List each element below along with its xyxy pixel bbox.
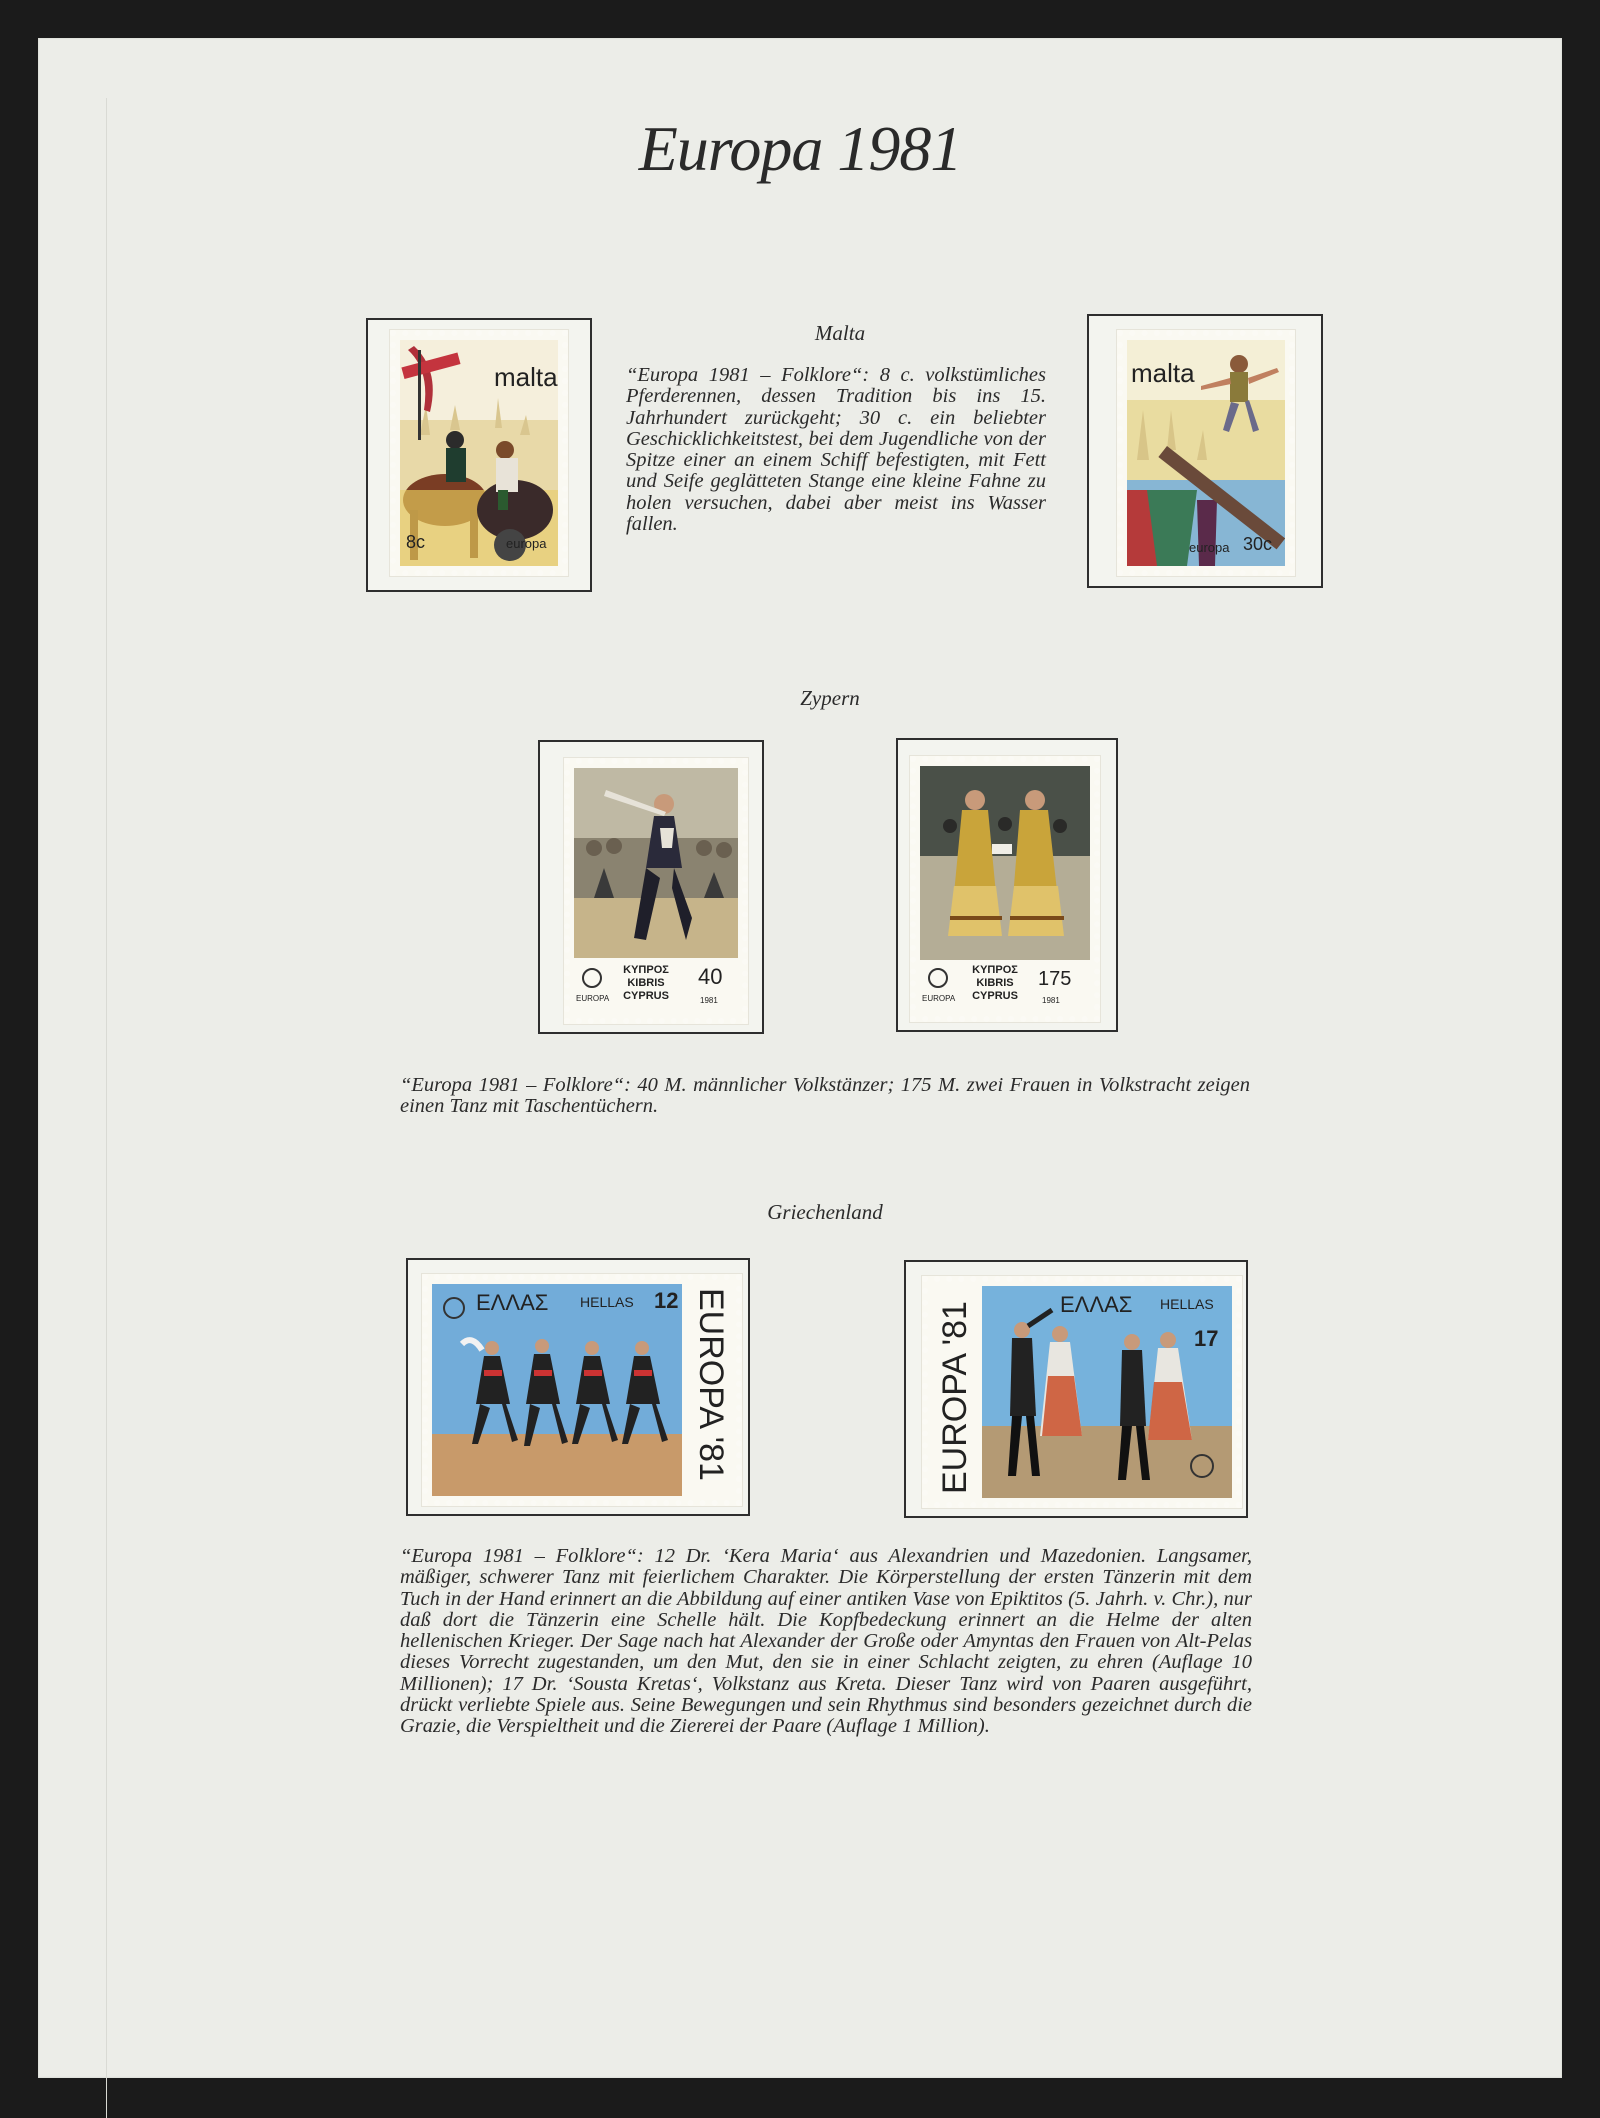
stamp-value: 12 [654,1288,679,1313]
page-title: Europa 1981 [638,113,962,184]
stamp-artwork-kera-maria-dance [432,1284,682,1496]
stamp-value: 30c [1243,534,1273,554]
stamp-cyprus-175[interactable] [910,756,1100,1022]
stamp-malta-30c[interactable] [1117,330,1295,576]
cyprus-description: “Europa 1981 – Folklore“: 40 M. männlicher Volkstänzer; 175 M. zwei Frauen in Volkstracht zeigen einen Tanz mit Taschentüchern. [400,1074,1250,1118]
stamp-country-name-latin: HELLAS [1160,1296,1214,1312]
stamp-country-name-turkish: KIBRIS [627,977,665,989]
malta-description: “Europa 1981 – Folklore“: 8 c. volkstümliches Pferderennen, dessen Tradition bis ins 15. Jahrhundert zurückgeht; 30 c. ein beliebter Geschicklichkeitstest, bei dem Jugendliche von der Spitze einer an einem Schiff befestigten, mit Fett und Seife geglätteten Stange eine kleine Fahne zu holen versuchen, dabei aber meist ins Wasser fallen. [626,364,1046,536]
europa-label: europa [506,536,547,551]
stamp-mount-greece-12[interactable] [406,1258,750,1516]
stamp-year: 1981 [1042,996,1060,1005]
stamp-value: 17 [1194,1326,1219,1351]
stamp-side-text: EUROPA '81 [936,1301,974,1494]
stamp-value: 40 [698,964,723,989]
stamp-mount-cyprus-175[interactable] [896,738,1118,1032]
stamp-country-name-english: CYPRUS [972,990,1018,1002]
country-heading-malta: Malta [814,321,866,345]
stamp-country-name-greek: ΕΛΛΑΣ [1060,1292,1133,1317]
stamp-value: 8c [406,532,426,552]
country-heading-cyprus: Zypern [800,686,860,710]
country-heading-greece: Griechenland [767,1200,883,1224]
stamp-country-name: malta [1131,358,1195,388]
stamp-country-name-greek: ΚΥΠΡΟΣ [623,964,669,976]
stamp-country-name-english: CYPRUS [623,990,669,1002]
stamp-mount-malta-8c[interactable] [366,318,592,592]
stamp-country-name-turkish: KIBRIS [976,977,1014,989]
europa-emblem-icon [582,968,602,988]
stamp-country-name-latin: HELLAS [580,1294,634,1310]
europa-label: europa [1189,540,1230,555]
europa-label: EUROPA [922,994,956,1003]
stamp-artwork-male-dancer [574,768,738,958]
stamp-year: 1981 [700,996,718,1005]
europa-emblem-icon [928,968,948,988]
stamp-country-name: malta [494,362,558,392]
stamp-side-text: EUROPA '81 [692,1288,730,1481]
europa-label: EUROPA [576,994,610,1003]
stamp-mount-greece-17[interactable] [904,1260,1248,1518]
greece-description: “Europa 1981 – Folklore“: 12 Dr. ‘Kera Maria‘ aus Alexandrien und Mazedonien. Langsamer, mäßiger, schwerer Tanz mit feierlichem Charakter. Die Körperstellung der ersten Tänzerin mit dem Tuch in der Hand erinnert an die Abbildung auf einer antiken Vase von Epiktitos (5. Jahrh. v. Chr.), nur daß dort die Tänzerin eine Schelle hält. Die Kopfbedeckung erinnert an die Helme der alten hellenischen Krieger. Der Sage nach hat Alexander der Große oder Amyntas den Frauen von Alt-Pelas dieses Vorrecht zugestanden, um den Mut, den sie in einer Schlacht zeigten, zu ehren (Auflage 10 Millionen); 17 Dr. ‘Sousta Kretas‘, Volkstanz aus Kreta. Dieser Tanz wird von Paaren ausgeführt, drückt verliebte Spiele aus. Seine Bewegungen und sein Rhythmus sind besonders gezeichnet durch die Grazie, die Verspieltheit und die Ziererei der Paare (Auflage 1 Million). [400,1545,1252,1738]
stamp-malta-8c[interactable] [390,330,568,576]
stamp-country-name-greek: ΚΥΠΡΟΣ [972,964,1018,976]
stamp-mount-malta-30c[interactable] [1087,314,1323,588]
stamp-cyprus-40[interactable] [564,758,748,1024]
stamp-country-name-greek: ΕΛΛΑΣ [476,1290,549,1315]
stamp-value: 175 [1038,968,1072,990]
stamp-artwork-women-dancing [920,766,1090,960]
stamp-greece-17[interactable] [922,1276,1242,1508]
page-fold-line [106,98,107,2118]
stamp-greece-12[interactable] [422,1274,742,1506]
stamp-mount-cyprus-40[interactable] [538,740,764,1034]
